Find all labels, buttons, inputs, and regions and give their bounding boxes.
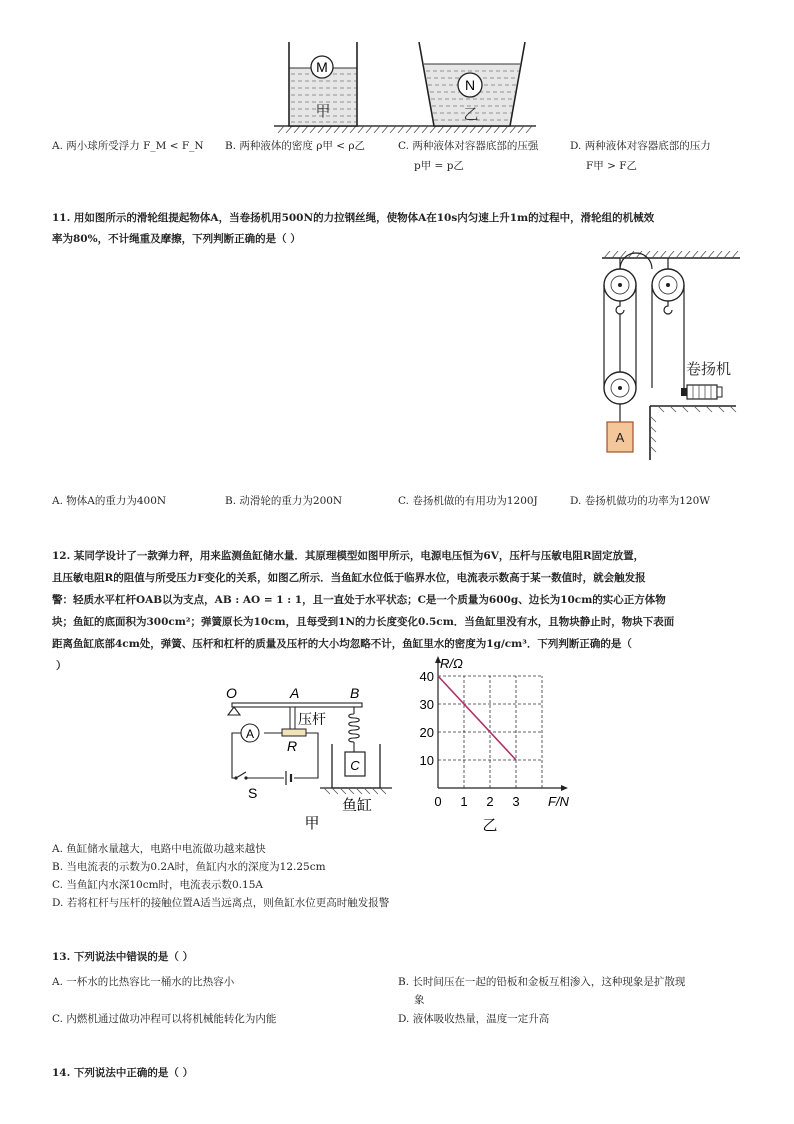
q12-option-a[interactable]: A. 鱼缸储水量越大，电路中电流做功越来越快 — [52, 843, 266, 855]
object-a-label: A — [615, 430, 625, 445]
x-axis-arrow — [561, 785, 568, 791]
tank-label: 鱼缸 — [342, 797, 373, 814]
x-tick-label: 0 — [434, 794, 442, 809]
q12-option-c[interactable]: C. 当鱼缸内水深10cm时，电流表示数0.15A — [52, 879, 263, 891]
winch-label: 卷扬机 — [686, 361, 732, 378]
q11-option-a[interactable]: A. 物体A的重力为400N — [52, 495, 167, 507]
figure-yi-caption: 乙 — [482, 817, 498, 834]
x-tick-label: 3 — [512, 794, 520, 809]
q13-option-b-line2: 象 — [414, 994, 425, 1006]
figure-jia-caption: 甲 — [304, 815, 320, 832]
q13-option-b-line1[interactable]: B. 长时间压在一起的铅板和金板互相渗入，这种现象是扩散现 — [398, 976, 686, 988]
x-tick-label: 2 — [486, 794, 494, 809]
q10-option-a[interactable]: A. 两小球所受浮力 F_M < F_N — [52, 140, 204, 152]
ball-n-label: N — [464, 77, 476, 93]
q14-stem: 14. 下列说法中正确的是（ ） — [52, 1067, 194, 1079]
q11-option-d[interactable]: D. 卷扬机做功的功率为120W — [570, 495, 711, 507]
q12-stem-line2: 且压敏电阻R的阻值与所受压力F变化的关系，如图乙所示．当鱼缸水位低于临界水位，电流表示数高于某一数值时，就会触发报 — [52, 572, 646, 584]
q12-stem-line4: 块；鱼缸的底面积为300cm²；弹簧原长为10cm，且每受到1N的力长度变化0.5cm．当鱼缸里没有水，且物块静止时，物块下表面 — [52, 616, 675, 628]
y-tick-label: 40 — [419, 669, 434, 684]
q10-option-d-line1[interactable]: D. 两种液体对容器底部的压力 — [570, 140, 711, 152]
q12-stem-line1: 12. 某同学设计了一款弹力秤，用来监测鱼缸储水量．其原理模型如图甲所示，电源电压恒为6V，压杆与压敏电阻R固定放置， — [52, 550, 645, 562]
q13-option-d[interactable]: D. 液体吸收热量，温度一定升高 — [398, 1013, 550, 1025]
q12-stem-line5: 距离鱼缸底部4cm处，弹簧、压杆和杠杆的质量及压杆的大小均忽略不计，鱼缸里水的密度为1g/cm³．下列判断正确的是（ — [52, 638, 632, 650]
q12-option-b[interactable]: B. 当电流表的示数为0.2A时，鱼缸内水的深度为12.25cm — [52, 861, 326, 873]
container-yi-label: 乙 — [463, 106, 479, 123]
label-a: A — [290, 685, 300, 701]
q11-pulley-figure — [590, 248, 750, 460]
q12-stem-line6: ） — [56, 660, 67, 672]
y-tick-label: 10 — [419, 753, 434, 768]
q12-option-d[interactable]: D. 若将杠杆与压杆的接触位置A适当远离点，则鱼缸水位更高时触发报警 — [52, 897, 390, 909]
spring — [349, 714, 360, 742]
q11-option-c[interactable]: C. 卷扬机做的有用功为1200J — [398, 495, 538, 507]
graph-series — [438, 676, 516, 760]
resistor-label: R — [287, 738, 298, 754]
label-o: O — [226, 685, 237, 701]
q11-stem-line1: 11. 用如图所示的滑轮组提起物体A，当卷扬机用500N的力拉钢丝绳，使物体A在10s内匀速上升1m的过程中，滑轮组的机械效 — [52, 212, 655, 224]
q10-option-b[interactable]: B. 两种液体的密度 ρ甲 < ρ乙 — [225, 140, 366, 152]
container-jia-label: 甲 — [315, 103, 331, 120]
y-tick-label: 30 — [419, 697, 434, 712]
q13-option-c[interactable]: C. 内燃机通过做功冲程可以将机械能转化为内能 — [52, 1013, 277, 1025]
label-b: B — [350, 685, 360, 701]
graph-x-axis-label: F/N — [548, 794, 569, 809]
q10-option-c-line1[interactable]: C. 两种液体对容器底部的压强 — [398, 140, 539, 152]
pressure-resistor — [282, 729, 306, 736]
x-tick-label: 1 — [460, 794, 468, 809]
ammeter-label: A — [245, 727, 255, 741]
cube-c-label: C — [350, 758, 360, 773]
q12-figure-yi-graph — [418, 656, 583, 836]
q10-option-d-line2: F甲 > F乙 — [586, 160, 638, 172]
press-rod — [290, 707, 295, 729]
q10-figure — [270, 40, 540, 135]
q13-stem: 13. 下列说法中错误的是（ ） — [52, 951, 194, 963]
press-rod-label: 压杆 — [298, 711, 326, 727]
q11-stem-line2: 率为80%，不计绳重及摩擦，下列判断正确的是（ ） — [52, 233, 301, 245]
series-line — [438, 676, 516, 760]
q12-figure-jia — [222, 682, 412, 832]
q11-option-b[interactable]: B. 动滑轮的重力为200N — [225, 495, 343, 507]
q13-option-a[interactable]: A. 一杯水的比热容比一桶水的比热容小 — [52, 976, 235, 988]
switch-label: S — [248, 785, 258, 801]
q10-option-c-line2: p甲 = p乙 — [414, 160, 464, 172]
q12-stem-line3: 警：轻质水平杠杆OAB以为支点，AB : AO = 1 : 1，且一直处于水平状态；C是一个质量为600g、边长为10cm的实心正方体物 — [52, 594, 666, 606]
lever-oab — [232, 703, 362, 707]
ball-m-label: M — [316, 59, 328, 75]
winch — [687, 385, 717, 399]
graph-y-axis-label: R/Ω — [440, 656, 463, 671]
y-tick-label: 20 — [419, 725, 434, 740]
